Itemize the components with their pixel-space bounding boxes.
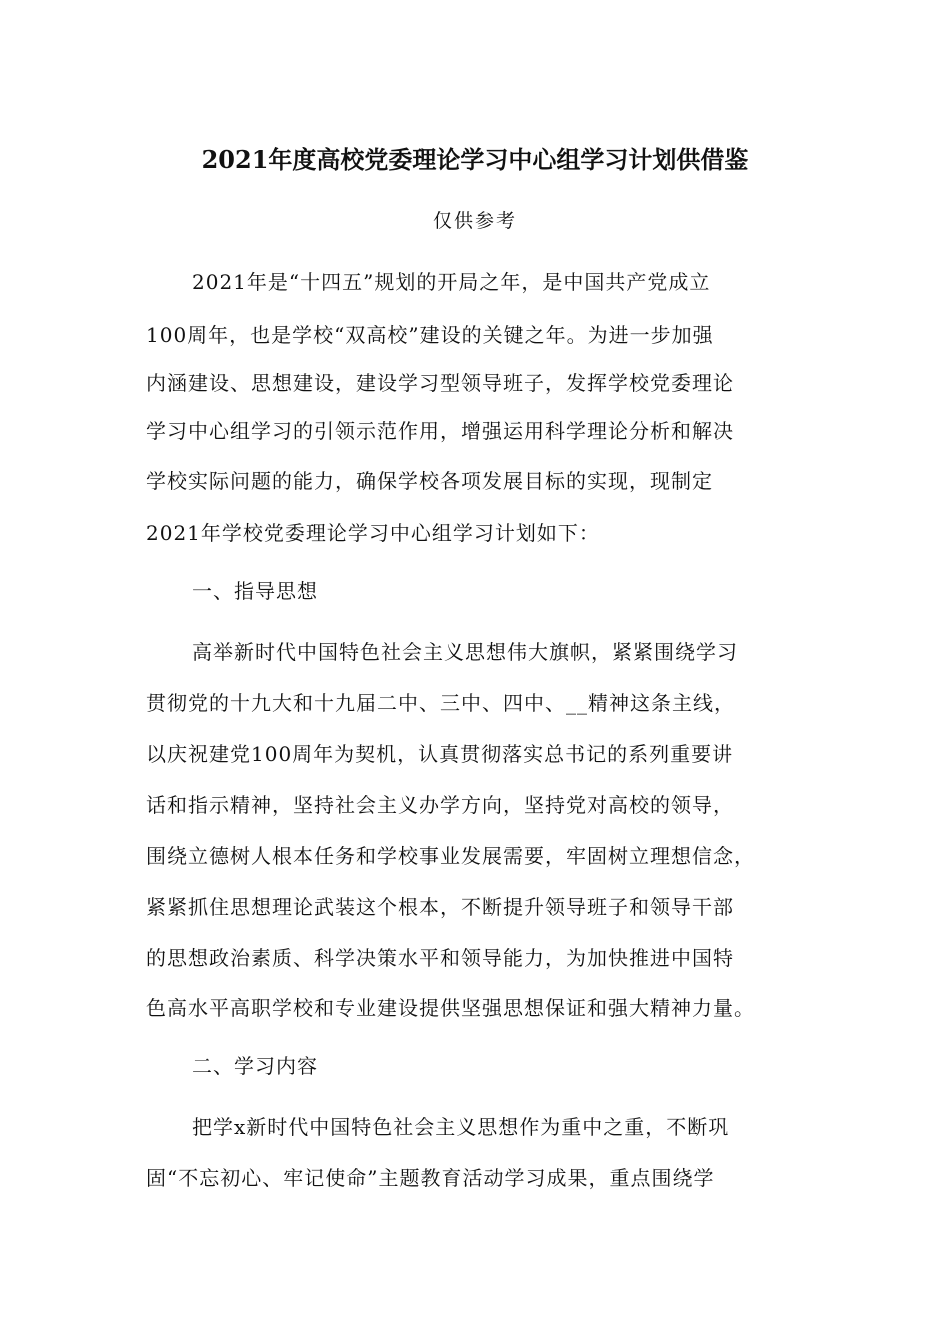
body-line: 固“不忘初心、牢记使命”主题教育活动学习成果，重点围绕学 — [146, 1166, 715, 1190]
body-line: 以庆祝建党100周年为契机，认真贯彻落实总书记的系列重要讲 — [146, 742, 734, 766]
document-subtitle: 仅供参考 — [432, 210, 517, 232]
document-title: 2021年度高校党委理论学习中心组学习计划供借鉴 — [201, 145, 749, 174]
body-line: 的思想政治素质、科学决策水平和领导能力，为加快推进中国特 — [146, 946, 734, 970]
body-line: 把学x新时代中国特色社会主义思想作为重中之重，不断巩 — [192, 1115, 730, 1139]
body-line: 2021年是“十四五”规划的开局之年，是中国共产党成立 — [192, 270, 711, 294]
body-line: 话和指示精神，坚持社会主义办学方向，坚持党对高校的领导， — [146, 793, 734, 817]
body-line: 高举新时代中国特色社会主义思想伟大旗帜，紧紧围绕学习 — [192, 640, 738, 664]
body-line: 学校实际问题的能力，确保学校各项发展目标的实现，现制定 — [146, 469, 713, 493]
body-line: 围绕立德树人根本任务和学校事业发展需要，牢固树立理想信念， — [146, 844, 755, 868]
body-line: 色高水平高职学校和专业建设提供坚强思想保证和强大精神力量。 — [146, 996, 755, 1020]
body-line: 100周年，也是学校“双高校”建设的关键之年。为进一步加强 — [146, 323, 714, 347]
body-line: 2021年学校党委理论学习中心组学习计划如下： — [146, 521, 600, 545]
body-line: 学习中心组学习的引领示范作用，增强运用科学理论分析和解决 — [146, 419, 734, 443]
section-heading: 一、指导思想 — [192, 579, 318, 603]
body-line: 紧紧抓住思想理论武装这个根本，不断提升领导班子和领导干部 — [146, 895, 734, 919]
body-line: 内涵建设、思想建设，建设学习型领导班子，发挥学校党委理论 — [146, 371, 734, 395]
section-heading: 二、学习内容 — [192, 1054, 318, 1078]
body-line: 贯彻党的十九大和十九届二中、三中、四中、__精神这条主线， — [146, 691, 735, 715]
